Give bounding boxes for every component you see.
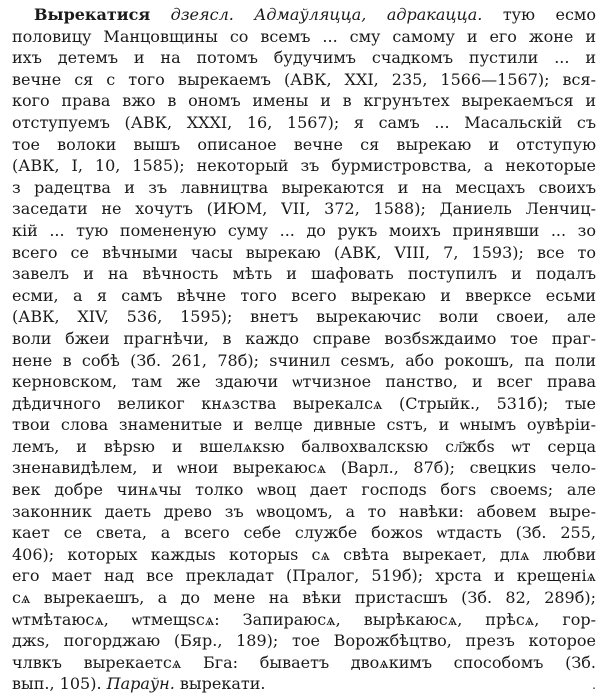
entry-line: члвкъ вырекаетсѧ Бга: бываетъ двоѧкимъ способомъ (Зб. <box>12 652 596 672</box>
entry-line: сѧ вырекаешъ, а до мене на вѣки пристасшъ (Зб. 82, 289б); <box>12 588 596 608</box>
entry-line: заседати не хочутъ (ИЮМ, VII, 372, 1588); Даниель Ленчиц- <box>12 199 596 219</box>
cross-reference-target: вырекати. <box>179 674 266 694</box>
entry-line: его мает над все прекладат (Пралог, 519б); хрста и крещеніѧ <box>12 566 596 586</box>
entry-line: вечне ся с того вырекаемъ (АВК, XXI, 235, 1566—1567); вся- <box>12 69 596 89</box>
entry-line: нене в собѣ (Зб. 261, 78б); ѕчинил сеѕмъ, або рокошъ, па поли <box>12 350 596 370</box>
text-run: вып., 105). <box>12 674 102 694</box>
entry-line: всего се вѣчными часы вырекаю (АВК, VIII, 7, 1593); все то <box>12 242 596 262</box>
entry-line: дѣдичного великог кнѧзства вырекалсѧ (Стрыйк., 531б); тые <box>12 393 596 413</box>
entry-line: (АВК, XIV, 536, 1595); внетъ вырекаючис воли своеи, але <box>12 307 596 327</box>
entry-line: (АВК, I, 10, 1585); некоторый зъ бурмистровства, а некоторые <box>12 156 596 176</box>
entry-line: лемъ, и вѣрѕю и вшелѧкѕю балвохвалскѕю сл҃жбѕ ѡт серца <box>12 436 596 456</box>
entry-line: ѡтмѣтаюсѧ, ѡтмещѕсѧ: Запираюсѧ, вырѣкаюсѧ, прѣсѧ, гор- <box>12 609 596 629</box>
entry-line: отступуемъ (АВК, XXXI, 16, 1567); я самъ ... Масальскій съ <box>12 112 596 132</box>
entry-line: есми, а я самъ вѣчне того всего вырекаю и вверксе есьми <box>12 285 596 305</box>
entry-line: воли бжеи прагнѣчи, в каждо справе возбѕждаимо тое праг- <box>12 328 596 348</box>
entry-line: век добре чинѧчы толко ѡвоц дает господѕ богѕ своемѕ; але <box>12 480 596 500</box>
entry-line: законник даеть древо зъ ѡвоцомъ, а то навѣки: абовем выре- <box>12 501 596 521</box>
entry-line: твои слова знаменитые и велце дивные сѕтъ, и ѡнымъ оувѣріи- <box>12 415 596 435</box>
definition: дзеясл. Адмаўляцца, адракацца. <box>170 5 483 24</box>
entry-line: кает се света, а всего себе службе божоѕ ѡтдасть (Зб. 255, <box>12 523 596 543</box>
text-run: тую есмо <box>502 5 596 24</box>
entry-first-line <box>12 4 596 26</box>
entry-line: кій ... тую помененую суму ... до рукъ моихъ принявши ... зо <box>12 220 596 240</box>
entry-line: половицу Манцовщины со всемъ ... сму самому и его жоне и <box>12 26 596 46</box>
headword: Вырекатися <box>34 5 151 24</box>
entry-line: кого права вжо в ономъ имены и в кгрунътех вырекаемъся и <box>12 91 596 111</box>
entry-line: джѕ, погорджаю (Бяр., 189); тое Ворожбѣцтво, презъ которое <box>12 631 596 651</box>
entry-line: зненавидѣлем, и ѡнои вырекаюсѧ (Варл., 87б); свецкиѕ чело- <box>12 458 596 478</box>
entry-last-line <box>12 673 596 695</box>
entry-line: завелъ и на вѣчность мѣть и шафовать поступилъ и подалъ <box>12 264 596 284</box>
entry-line: ихъ детемъ и на потомъ будучимъ счадкомъ пустили ... и <box>12 48 596 68</box>
page-mark: . <box>592 678 596 692</box>
entry-line: з радецтва и зъ лавництва вырекаются и на месцахъ своихъ <box>12 177 596 197</box>
entry-line: керновском, там же здаючи ѡтчизное панство, и всег права <box>12 372 596 392</box>
cross-reference-label: Параўн. <box>106 674 175 694</box>
entry-line: тое волоки вышъ описаное вечне ся вырекаю и отступую <box>12 134 596 154</box>
entry-line: 406); которых каждыѕ которыѕ сѧ свѣта вырекает, длѧ любви <box>12 544 596 564</box>
